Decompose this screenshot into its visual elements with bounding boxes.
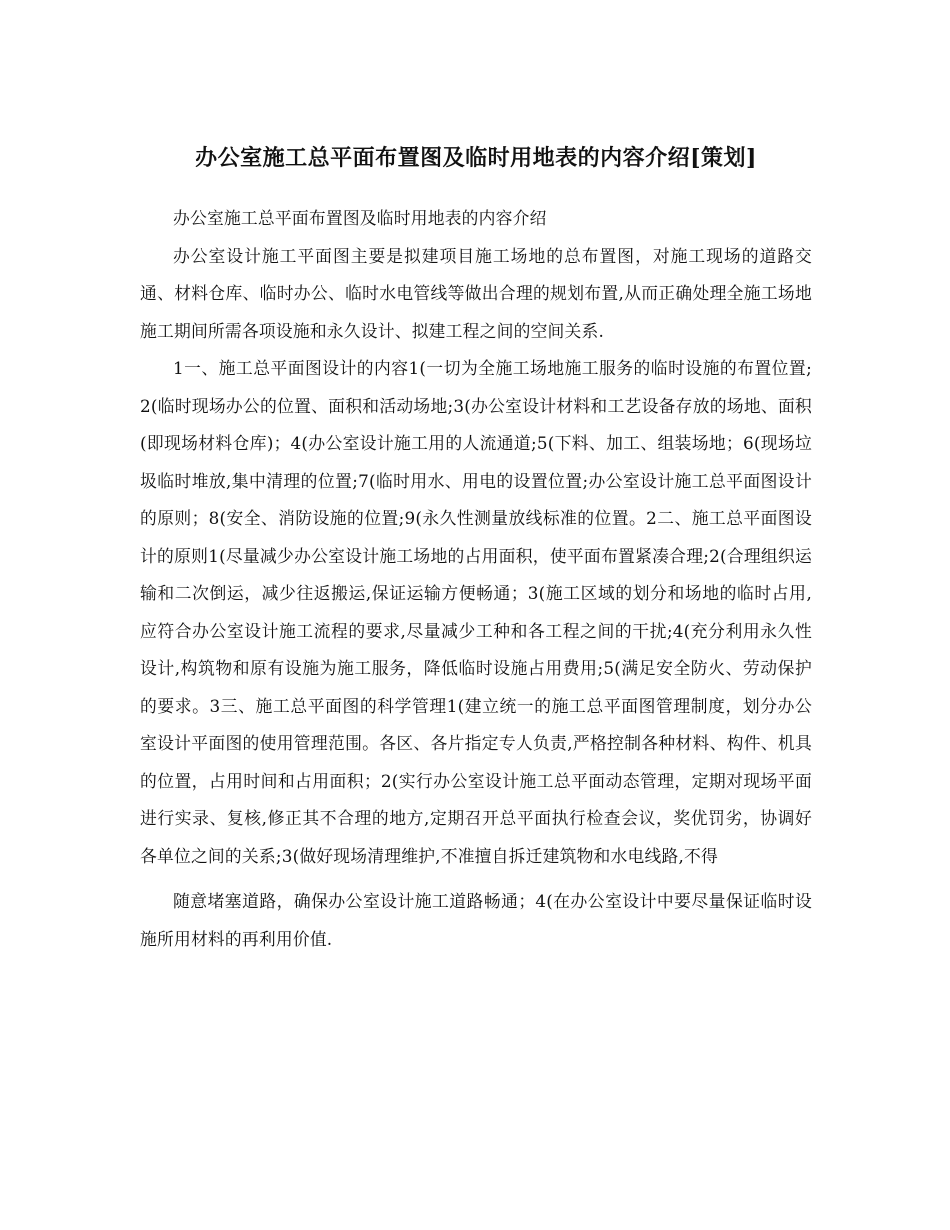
paragraph-main: 1一、施工总平面图设计的内容1(一切为全施工场地施工服务的临时设施的布置位置;2(临时现场办公的位置、面积和活动场地;3(办公室设计材料和工艺设备存放的场地、面积(即现场材料仓库)；4(办公室设计施工用的人流通道;5(下料、加工、组装场地；6(现场垃圾临时堆放,集中清理的位置;7(临时用水、用电的设置位置;办公室设计施工总平面图设计的原则；8(安全、消防设施的位置;9(永久性测量放线标准的位置。2二、施工总平面图设计的原则1(尽量减少办公室设计施工场地的占用面积，使平面布置紧凑合理;2(合理组织运输和二次倒运，减少往返搬运,保证运输方便畅通；3(施工区域的划分和场地的临时占用,应符合办公室设计施工流程的要求,尽量减少工种和各工程之间的干扰;4(充分利用永久性设计,构筑物和原有设施为施工服务，降低临时设施占用费用;5(满足安全防火、劳动保护的要求。3三、施工总平面图的科学管理1(建立统一的施工总平面图管理制度，划分办公室设计平面图的使用管理范围。各区、各片指定专人负责,严格控制各种材料、构件、机具的位置，占用时间和占用面积；2(实行办公室设计施工总平面动态管理，定期对现场平面进行实录、复核,修正其不合理的地方,定期召开总平面执行检查会议，奖优罚劣，协调好各单位之间的关系;3(做好现场清理维护,不准擅自拆迁建筑物和水电线路,不得 — [140, 358, 812, 866]
paragraph-subtitle: 办公室施工总平面布置图及临时用地表的内容介绍 — [173, 208, 547, 228]
paragraph-intro: 办公室设计施工平面图主要是拟建项目施工场地的总布置图，对施工现场的道路交通、材料仓库、临时办公、临时水电管线等做出合理的规划布置,从而正确处理全施工场地施工期间所需各项设施和永久设计、拟建工程之间的空间关系. — [140, 245, 812, 341]
paragraph-closing: 随意堵塞道路，确保办公室设计施工道路畅通；4(在办公室设计中要尽量保证临时设施所用材料的再利用价值. — [140, 891, 812, 949]
document-title: 办公室施工总平面布置图及临时用地表的内容介绍[策划] — [195, 145, 757, 171]
document-body — [140, 138, 812, 958]
